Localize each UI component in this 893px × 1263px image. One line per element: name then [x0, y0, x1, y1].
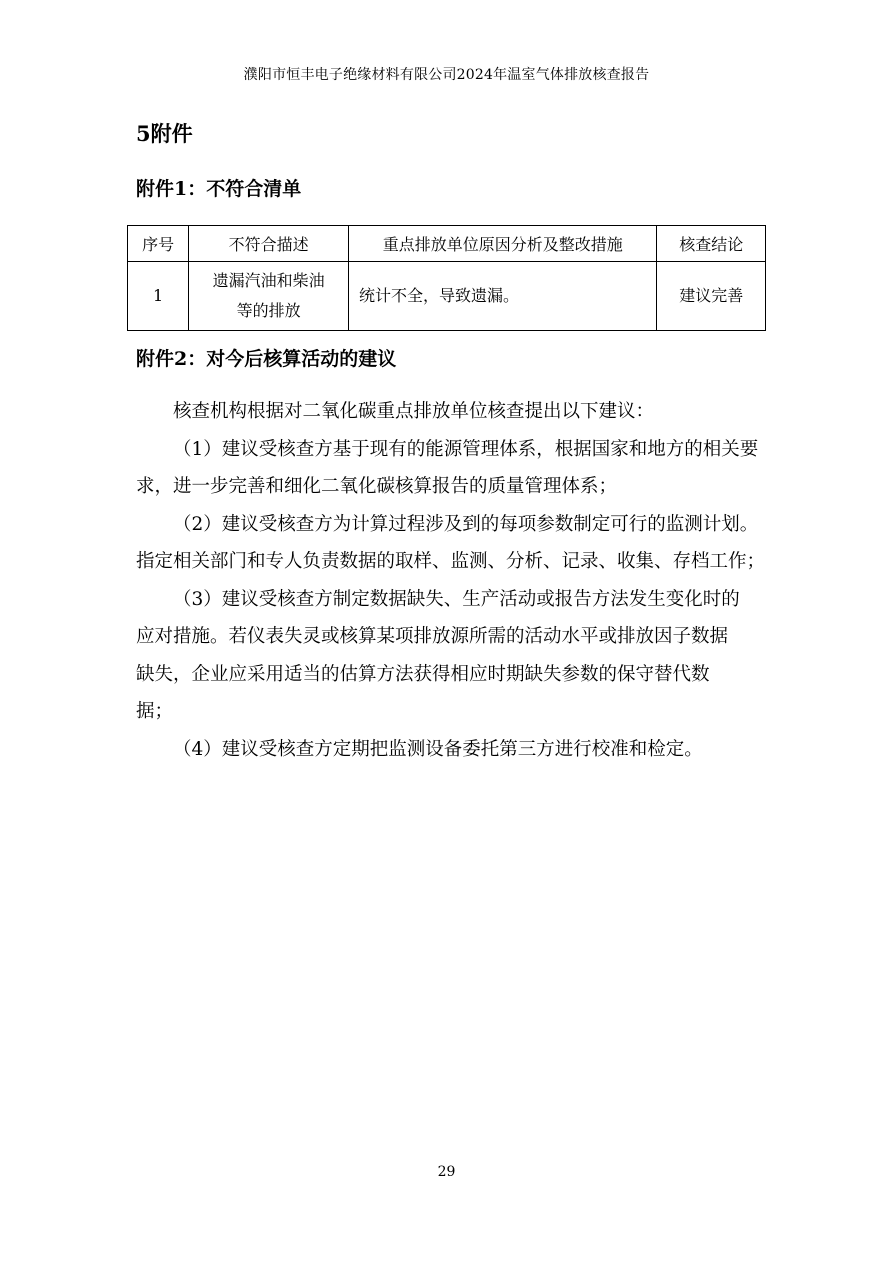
section-title: 5附件 [136, 121, 193, 146]
cell-conclusion: 建议完善 [657, 262, 766, 331]
col-header-conclusion: 核查结论 [657, 226, 766, 262]
cell-description-line1: 遗漏汽油和柴油 [212, 271, 325, 290]
table-header-row [128, 226, 766, 262]
col-header-no: 序号 [128, 226, 189, 262]
cell-description [189, 262, 349, 331]
col-header-analysis: 重点排放单位原因分析及整改措施 [349, 226, 657, 262]
annex2-title: 附件2：对今后核算活动的建议 [136, 348, 397, 370]
nonconformity-table [127, 225, 766, 331]
report-header: 濮阳市恒丰电子绝缘材料有限公司2024年温室气体排放核查报告 [243, 67, 650, 83]
recommendations-intro: 核查机构根据对二氧化碳重点排放单位核查提出以下建议： [173, 401, 655, 422]
cell-description-line2: 等的排放 [236, 301, 301, 320]
table-row [128, 262, 766, 331]
col-header-description: 不符合描述 [189, 226, 349, 262]
recommendation-item-3: （3）建议受核查方制定数据缺失、生产活动或报告方法发生变化时的应对措施。若仪表失灵或核算某项排放源所需的活动水平或排放因子数据缺失，企业应采用适当的估算方法获得相应时期缺失参数的保守替代数据； [136, 588, 740, 722]
recommendation-item-2: （2）建议受核查方为计算过程涉及到的每项参数制定可行的监测计划。指定相关部门和专人负责数据的取样、监测、分析、记录、收集、存档工作； [136, 513, 766, 572]
recommendation-item-4: （4）建议受核查方定期把监测设备委托第三方进行校准和检定。 [173, 738, 703, 760]
recommendations-body [136, 393, 776, 768]
annex1-title: 附件1：不符合清单 [136, 178, 302, 200]
cell-no: 1 [128, 262, 189, 331]
recommendation-item-1: （1）建议受核查方基于现有的能源管理体系，根据国家和地方的相关要求，进一步完善和细化二氧化碳核算报告的质量管理体系； [136, 438, 759, 497]
page-number: 29 [437, 1164, 456, 1180]
cell-analysis: 统计不全，导致遗漏。 [349, 262, 657, 331]
